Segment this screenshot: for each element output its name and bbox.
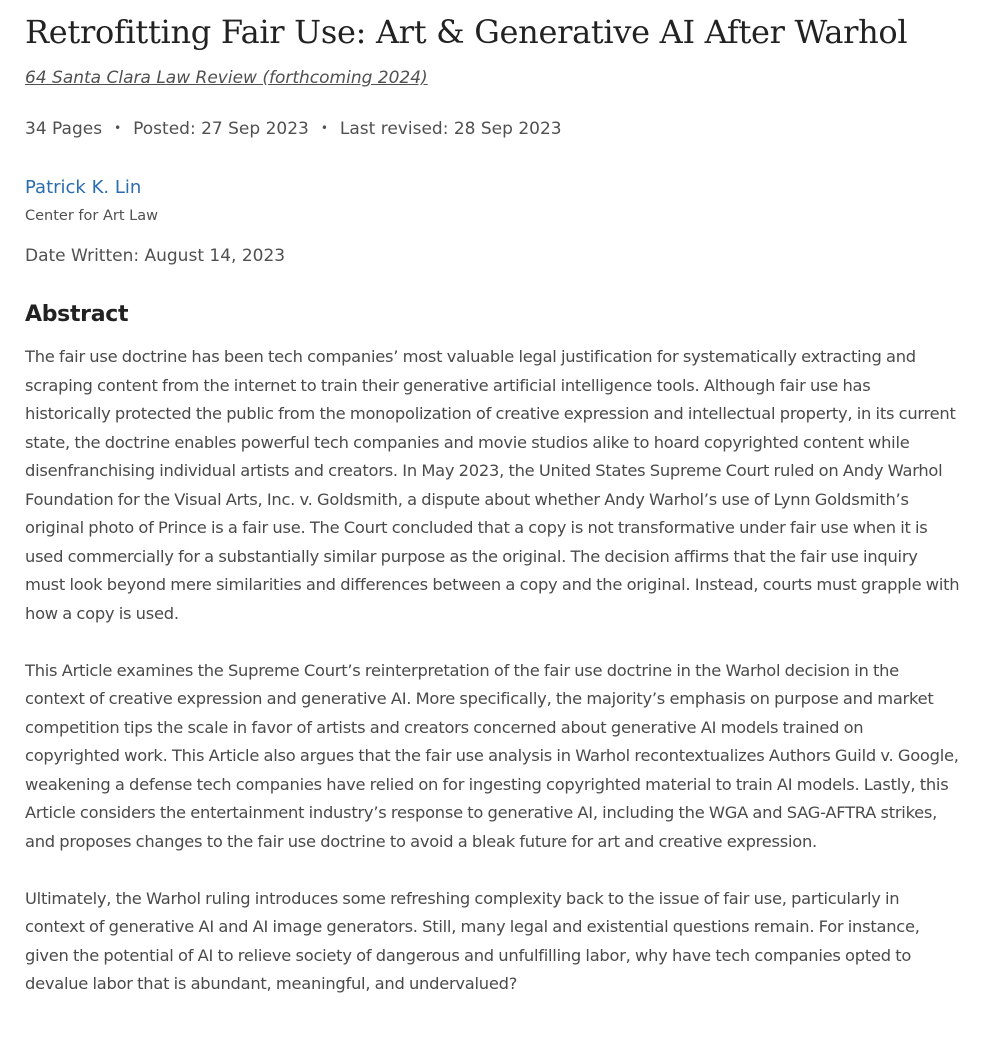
abstract-paragraph: The fair use doctrine has been tech companies’ most valuable legal justification for systematically extracting and scraping content from the internet to train their generative artificial intelligence tools. Although fair use has historically protected the public from the monopolization of creative expression and intellectual property, in its current state, the doctrine enables powerful tech companies and movie studios alike to hoard copyrighted content while disenfranchising individual artists and creators. In May 2023, the United States Supreme Court ruled on Andy Warhol Foundation for the Visual Arts, Inc. v. Goldsmith, a dispute about whether Andy Warhol’s use of Lynn Goldsmith’s original photo of Prince is a fair use. The Court concluded that a copy is not transformative under fair use when it is used commercially for a substantially similar purpose as the original. The decision affirms that the fair use inquiry must look beyond mere similarities and differences between a copy and the original. Instead, courts must grapple with how a copy is used. bbox=[25, 347, 960, 623]
last-revised-date: Last revised: 28 Sep 2023 bbox=[339, 119, 562, 139]
page-count: 34 Pages bbox=[25, 119, 103, 139]
abstract-body bbox=[25, 343, 960, 1027]
abstract-paragraph: This Article examines the Supreme Court’s reinterpretation of the fair use doctrine in the Warhol decision in the context of creative expression and generative AI. More specifically, the majority’s emphasis on purpose and market competition tips the scale in favor of artists and creators concerned about generative AI models trained on copyrighted work. This Article also argues that the fair use analysis in Warhol recontextualizes Authors Guild v. Google, weakening a defense tech companies have relied on for ingesting copyrighted material to train AI models. Lastly, this Article considers the entertainment industry’s response to generative AI, including the WGA and SAG-AFTRA strikes, and proposes changes to the fair use doctrine to avoid a bleak future for art and creative expression. bbox=[25, 660, 959, 851]
author-link[interactable]: Patrick K. Lin bbox=[25, 177, 142, 198]
author-affiliation: Center for Art Law bbox=[25, 208, 158, 224]
journal-citation-link[interactable]: 64 Santa Clara Law Review (forthcoming 2024) bbox=[25, 68, 428, 88]
bullet-separator: • bbox=[114, 121, 122, 135]
paper-title: Retrofitting Fair Use: Art & Generative AI After Warhol bbox=[25, 13, 908, 51]
date-written: Date Written: August 14, 2023 bbox=[25, 246, 286, 266]
abstract-heading: Abstract bbox=[25, 302, 129, 327]
bullet-separator: • bbox=[320, 121, 328, 135]
abstract-paragraph: Ultimately, the Warhol ruling introduces some refreshing complexity back to the issue of fair use, particularly in context of generative AI and AI image generators. Still, many legal and existential questions remain. For instance, given the potential of AI to relieve society of dangerous and unfulfilling labor, why have tech companies opted to devalue labor that is abundant, meaningful, and undervalued? bbox=[25, 888, 920, 993]
posted-date: Posted: 27 Sep 2023 bbox=[133, 119, 309, 139]
paper-metadata bbox=[25, 116, 562, 141]
